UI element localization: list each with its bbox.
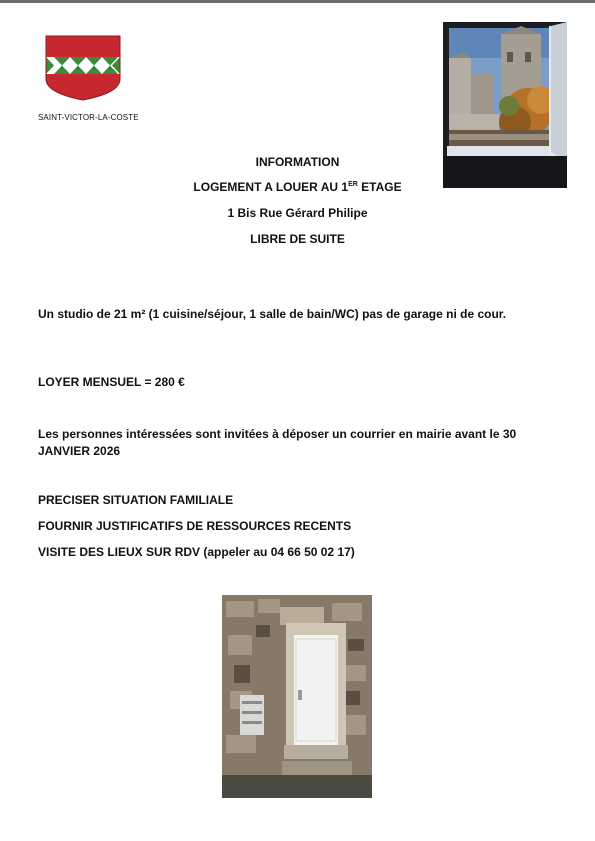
- page-top-edge: [0, 0, 595, 3]
- property-address: 1 Bis Rue Gérard Philipe: [227, 206, 368, 220]
- entrance-door-photo: [222, 595, 372, 798]
- subtitle-tail: ETAGE: [357, 180, 402, 194]
- requirement-visit-appointment: VISITE DES LIEUX SUR RDV (appeler au 04 66 50 02 17): [38, 545, 355, 559]
- subtitle-ordinal-superscript: ER: [348, 181, 358, 188]
- property-description: Un studio de 21 m² (1 cuisine/séjour, 1 salle de bain/WC) pas de garage ni de cour.: [38, 307, 507, 321]
- notice-subtitle: [0, 180, 595, 194]
- requirement-family-situation: PRECISER SITUATION FAMILIALE: [38, 493, 234, 507]
- requirement-income-proof: FOURNIR JUSTIFICATIFS DE RESSOURCES RECENTS: [38, 519, 352, 533]
- subtitle-main: LOGEMENT A LOUER AU 1: [193, 180, 349, 194]
- notice-title: INFORMATION: [255, 155, 340, 169]
- municipal-coat-of-arms-icon: [45, 35, 121, 101]
- availability-status: LIBRE DE SUITE: [250, 232, 345, 246]
- monthly-rent: LOYER MENSUEL = 280 €: [38, 375, 185, 389]
- municipality-name: SAINT-VICTOR-LA-COSTE: [38, 113, 139, 122]
- application-instructions: Les personnes intéressées sont invitées à déposer un courrier en mairie avant le 30 JANVIER 2026: [38, 427, 517, 458]
